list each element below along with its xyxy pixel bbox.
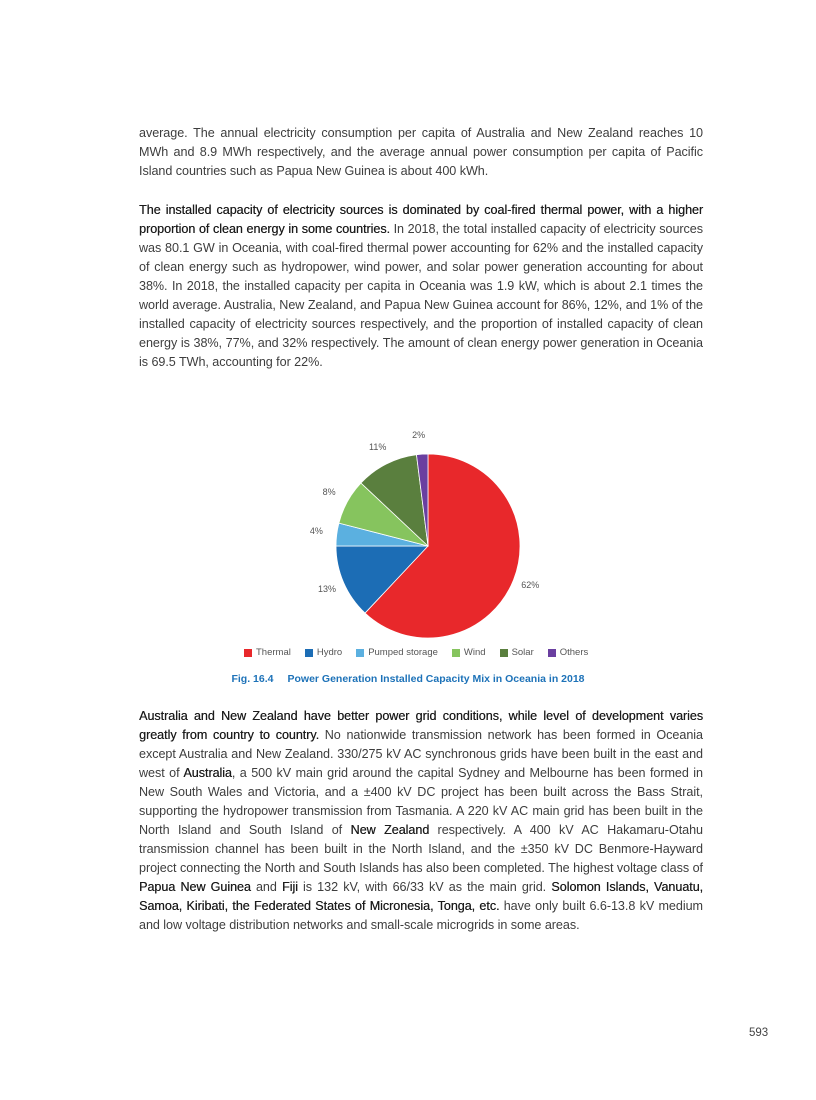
pie-label-thermal: 62% [521,580,540,591]
paragraph-text: and [250,880,282,894]
legend-label: Wind [463,647,486,658]
legend-label: Solar [511,647,534,658]
paragraph-lead: The installed capacity of electricity sources is dominated by coal-fired thermal power, with a higher proportion of clean energy in some countries. [139,203,703,236]
pie-label-others: 2% [412,430,426,441]
legend-swatch-icon [356,649,364,657]
figure-caption [0,673,816,685]
country-australia: Australia [183,766,232,780]
paragraph-text: average. The annual electricity consumption per capita of Australia and New Zealand reaches 10 MWh and 8.9 MWh respectively, and the average annual power consumption per capita of Pacific Island countries such as Papua New Guinea is about 400 kWh. [139,126,703,178]
paragraph-consumption [139,124,703,181]
legend-item-wind [452,647,486,658]
legend-label: Hydro [316,647,343,658]
chart-legend [244,647,588,658]
paragraph-text: respectively. A 400 kV AC Hakamaru-Otahu transmission channel has been built in the North Island, and the ±350 kV DC Benmore-Hayward project connecting the North and South Islands has also been completed. The highest voltage class of [139,823,704,875]
pie-chart-graphic [0,430,816,700]
legend-swatch-icon [305,649,313,657]
legend-swatch-icon [548,649,556,657]
legend-item-pumped-storage [356,647,438,658]
paragraph-installed-capacity [139,201,703,372]
paragraph-text: In 2018, the total installed capacity of electricity sources was 80.1 GW in Oceania, with coal-fired thermal power accounting for 62% and the installed capacity of clean energy such as hydropower, wind power, and solar power generation accounting for about 38%. In 2018, the installed capacity per capita in Oceania was 1.9 kW, which is about 2.1 times the world average. Australia, New Zealand, and Papua New Guinea account for 86%, 12%, and 1% of the installed capacity of electricity sources respectively, and the proportion of installed capacity of clean energy is 38%, 77%, and 32% respectively. The amount of clean energy power generation in Oceania is 69.5 TWh, accounting for 22%. [139,222,703,369]
pie-label-wind: 8% [322,487,336,497]
country-list-pacific: Solomon Islands, Vanuatu, Samoa, Kiribati, the Federated States of Micronesia, Tonga, etc. [139,880,704,913]
legend-label: Thermal [256,647,291,658]
country-papua-new-guinea: Papua New Guinea [139,880,251,894]
legend-item-solar [500,647,534,658]
pie-chart [0,430,816,700]
legend-swatch-icon [244,649,252,657]
country-new-zealand: New Zealand [350,823,430,837]
legend-item-others [548,647,589,658]
pie-label-hydro: 13% [318,583,337,594]
legend-swatch-icon [452,649,460,657]
paragraph-text: No nationwide transmission network has been formed in Oceania except Australia and New Zealand. 330/275 kV AC synchronous grids have been built in the east and west of [139,728,703,780]
paragraph-text: is 132 kV, with 66/33 kV as the main grid. [297,880,552,894]
paragraph-text: , a 500 kV main grid around the capital Sydney and Melbourne has been formed in New South Wales and Victoria, and a ±400 kV DC project has been built across the Bass Strait, supporting the hydropower transmission from Tasmania. A 220 kV AC main grid has been built in the North Island and South Island of [139,766,703,837]
pie-label-pumped-storage: 4% [309,526,323,537]
page-number: 593 [749,1027,769,1039]
legend-label: Pumped storage [368,647,438,658]
legend-item-hydro [305,647,342,658]
legend-label: Others [559,647,589,658]
pie-label-solar: 11% [369,441,387,452]
legend-swatch-icon [500,649,508,657]
country-fiji: Fiji [282,880,298,894]
paragraph-lead: Australia and New Zealand have better power grid conditions, while level of development varies greatly from country to country. [139,709,703,742]
figure-number: Fig. 16.4 [231,673,274,685]
paragraph-power-grid [139,707,703,935]
figure-title: Power Generation Installed Capacity Mix in Oceania in 2018 [287,673,585,685]
legend-item-thermal [244,647,291,658]
paragraph-text: have only built 6.6-13.8 kV medium and low voltage distribution networks and small-scale microgrids in some areas. [139,899,703,932]
